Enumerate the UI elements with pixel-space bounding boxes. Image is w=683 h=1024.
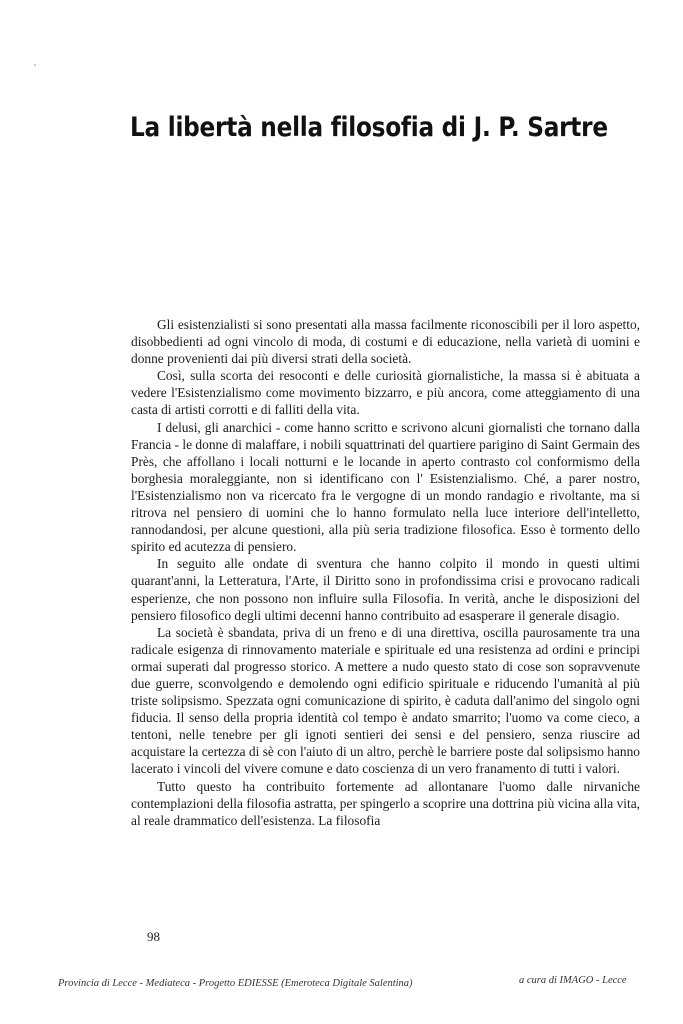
paragraph: In seguito alle ondate di sventura che hanno colpito il mondo in questi ultimi quarant'anni, la Letteratura, l'Arte, il Diritto sono in profondissima crisi e provocano radicali esperienze, che non possono non influire sulla Filosofia. In verità, anche le disposizioni del pensiero filosofico degli ultimi decenni hanno contribuito ad esasperare il generale disagio. <box>131 556 640 623</box>
paragraph: La società è sbandata, priva di un freno e di una direttiva, oscilla paurosamente tra una radicale esigenza di rinnovamento materiale e spirituale ed una resistenza ad ordini e principi ormai superati dal progresso storico. A mettere a nudo questo stato di cose son sopravvenute due guerre, sconvolgendo e demolendo ogni edificio spirituale e riducendo l'umanità al più triste solipsismo. Spezzata ogni comunicazione di spirito, è caduta dall'animo del singolo ogni fiducia. Il senso della propria identità col tempo è andato smarrito; l'uomo va come cieco, a tentoni, nelle tenebre per gli ignoti sentieri dei sensi e del pensiero, senza riuscire ad acquistare la certezza di sè con l'aiuto di un altro, perchè le barriere poste dal solipsismo hanno lacerato i vincoli del vivere comune e dato coscienza di un vero franamento di tutti i valori. <box>131 624 640 777</box>
footer-credit-right: a cura di IMAGO - Lecce <box>519 975 627 986</box>
scan-speck <box>34 64 36 66</box>
page-number: 98 <box>147 929 160 944</box>
paragraph: Gli esistenzialisti si sono presentati alla massa facilmente riconoscibili per il loro aspetto, disobbedienti ad ogni vincolo di moda, di costumi e di educazione, nella varietà di uomini e donne provenienti dai più diversi strati della società. <box>131 317 640 367</box>
footer-credit-left: Provincia di Lecce - Mediateca - Progetto EDIESSE (Emeroteca Digitale Salentina) <box>58 978 413 989</box>
page-title: La libertà nella filosofia di J. P. Sartre <box>130 112 608 143</box>
article-body <box>131 316 640 829</box>
paragraph: I delusi, gli anarchici - come hanno scritto e scrivono alcuni giornalisti che tornano dalla Francia - le donne di malaffare, i nobili squattrinati del quartiere parigino di Saint Germain des Près, che affollano i locali notturni e le locande in aperto contrasto col conformismo della borghesia moraleggiante, non si identificano con l' Esistenzialismo. Ché, a parer nostro, l'Esistenzialismo non va ricercato fra le vergogne di un mondo randagio e rivoltante, ma si ritrova nel pensiero di uomini che lo hanno formulato nella luce interiore dell'intelletto, rannodandosi, per alcune questioni, alla più seria tradizione filosofica. Esso è tormento dello spirito ed acutezza di pensiero. <box>131 419 640 555</box>
paragraph: Tutto questo ha contribuito fortemente ad allontanare l'uomo dalle nirvaniche contemplazioni della filosofia astratta, per spingerlo a scoprire una dottrina più vicina alla vita, al reale drammatico dell'esistenza. La filosofia <box>131 778 640 828</box>
paragraph: Così, sulla scorta dei resoconti e delle curiosità giornalistiche, la massa si è abituata a vedere l'Esistenzialismo come movimento bizzarro, e più ancora, come atteggiamento di una casta di artisti corrotti e di falliti della vita. <box>131 368 640 418</box>
